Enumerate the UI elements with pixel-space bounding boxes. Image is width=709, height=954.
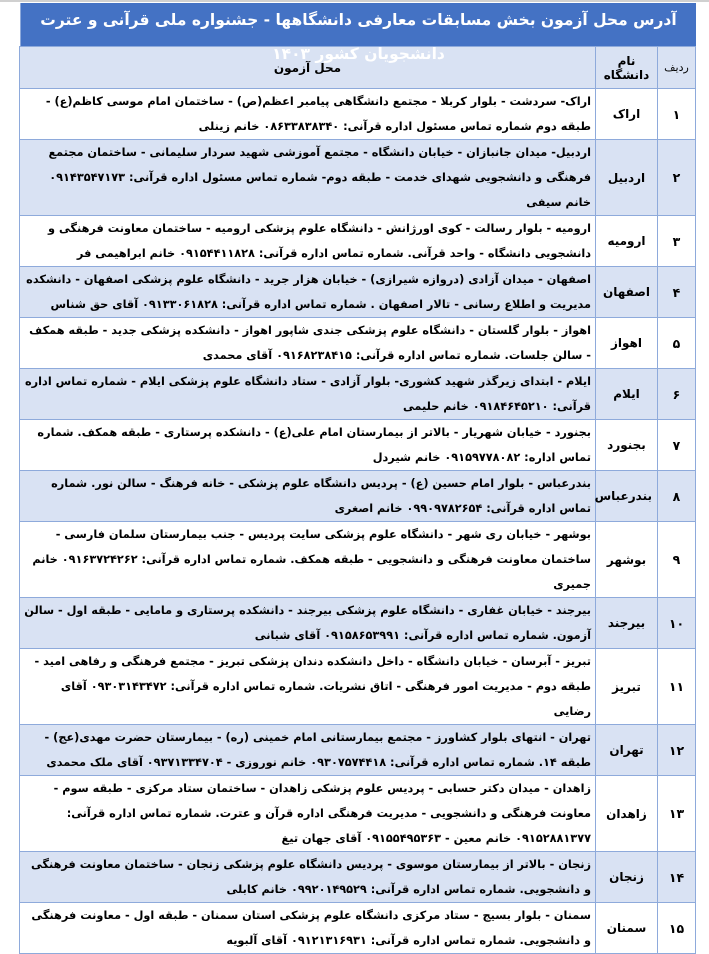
exam-address: ایلام - ابتدای زیرگذر شهید کشوری- بلوار آزادی - ستاد دانشگاه علوم پزشکی ایلام - شماره تماس اداره قرآنی: ۰۹۱۸۴۶۴۵۲۱۰ خانم حلیمی xyxy=(20,369,596,420)
column-header-university: نام دانشگاه xyxy=(596,47,658,89)
table-row xyxy=(20,267,696,318)
row-number: ۱۳ xyxy=(658,776,696,852)
row-number: ۳ xyxy=(658,216,696,267)
exam-address: زاهدان - میدان دکتر حسابی - پردیس علوم پزشکی زاهدان - ساختمان ستاد مرکزی - طبقه سوم - معاونت فرهنگی و دانشجویی - مدیریت فرهنگی اداره قرآن و عترت. شماره تماس اداره قرآنی: ۰۹۱۵۲۸۸۱۳۷۷ خانم معین - ۰۹۱۵۵۴۹۵۳۶۳ آقای جهان تیغ xyxy=(20,776,596,852)
exam-address: بندرعباس - بلوار امام حسین (ع) - پردیس دانشگاه علوم پزشکی - خانه فرهنگ - سالن نور. شماره تماس اداره قرآنی: ۰۹۹۰۹۷۸۲۶۵۴ خانم اصغری xyxy=(20,471,596,522)
table-row xyxy=(20,420,696,471)
table-row xyxy=(20,140,696,216)
table-row xyxy=(20,369,696,420)
university-name: تهران xyxy=(596,725,658,776)
row-number: ۷ xyxy=(658,420,696,471)
exam-address: زنجان - بالاتر از بیمارستان موسوی - پردیس دانشگاه علوم پزشکی زنجان - ساختمان معاونت فرهنگی و دانشجویی. شماره تماس اداره قرآنی: ۰۹۹۲۰۱۴۹۵۲۹ خانم کابلی xyxy=(20,852,596,903)
university-name: بندرعباس xyxy=(596,471,658,522)
row-number: ۲ xyxy=(658,140,696,216)
exam-address: اراک- سردشت - بلوار کربلا - مجتمع دانشگاهی پیامبر اعظم(ص) - ساختمان امام موسی کاظم(ع) - طبقه دوم شماره تماس مسئول اداره قرآنی: ۰۸۶۳۳۸۳۸۳۴۰ خانم زینلی xyxy=(20,89,596,140)
table-row xyxy=(20,776,696,852)
top-border-line xyxy=(0,0,709,2)
exam-address: ارومیه - بلوار رسالت - کوی اورژانش - دانشگاه علوم پزشکی ارومیه - ساختمان معاونت فرهنگی و دانشجویی دانشگاه - واحد قرآنی. شماره تماس اداره قرآنی: ۰۹۱۵۴۴۱۱۸۲۸ خانم ابراهیمی فر xyxy=(20,216,596,267)
table-row xyxy=(20,318,696,369)
university-name: تبریز xyxy=(596,649,658,725)
table-row xyxy=(20,89,696,140)
column-header-location: محل آزمون xyxy=(20,47,596,89)
university-name: زنجان xyxy=(596,852,658,903)
university-name: ایلام xyxy=(596,369,658,420)
university-name: اصفهان xyxy=(596,267,658,318)
row-number: ۶ xyxy=(658,369,696,420)
exam-address: بوشهر - خیابان ری شهر - دانشگاه علوم پزشکی سایت پردیس - جنب بیمارستان سلمان فارسی - ساختمان معاونت فرهنگی و دانشجویی - طبقه همکف. شماره تماس اداره قرآنی: ۰۹۱۶۳۷۲۴۲۶۲ خانم جمیری xyxy=(20,522,596,598)
table-row xyxy=(20,649,696,725)
university-name: بجنورد xyxy=(596,420,658,471)
exam-address: سمنان - بلوار بسیج - ستاد مرکزی دانشگاه علوم پزشکی استان سمنان - طبقه اول - معاونت فرهنگی و دانشجویی. شماره تماس اداره قرآنی: ۰۹۱۲۱۳۱۶۹۳۱ آقای آلبویه xyxy=(20,903,596,954)
row-number: ۸ xyxy=(658,471,696,522)
table-row xyxy=(20,852,696,903)
exam-address: بجنورد - خیابان شهریار - بالاتر از بیمارستان امام علی(ع) - دانشکده پرستاری - طبقه همکف. شماره تماس اداره: ۰۹۱۵۹۷۷۸۰۸۲ خانم شیردل xyxy=(20,420,596,471)
row-number: ۵ xyxy=(658,318,696,369)
row-number: ۱۱ xyxy=(658,649,696,725)
table-row xyxy=(20,598,696,649)
exam-address: بیرجند - خیابان غفاری - دانشگاه علوم پزشکی بیرجند - دانشکده پرستاری و مامایی - طبقه اول - سالن آزمون. شماره تماس اداره قرآنی: ۰۹۱۵۸۶۵۳۹۹۱ آقای شبانی xyxy=(20,598,596,649)
table-row xyxy=(20,216,696,267)
row-number: ۱۲ xyxy=(658,725,696,776)
exam-address: اصفهان - میدان آزادی (دروازه شیرازی) - خیابان هزار جرید - دانشگاه علوم پزشکی اصفهان - دانشکده مدیریت و اطلاع رسانی - تالار اصفهان . شماره تماس اداره قرآنی: ۰۹۱۳۳۰۶۱۸۲۸ آقای حق شناس xyxy=(20,267,596,318)
table-row xyxy=(20,903,696,954)
column-header-row-number: ردیف xyxy=(658,47,696,89)
table-row xyxy=(20,522,696,598)
university-name: زاهدان xyxy=(596,776,658,852)
university-name: اهواز xyxy=(596,318,658,369)
university-name: سمنان xyxy=(596,903,658,954)
row-number: ۱۴ xyxy=(658,852,696,903)
university-name: اراک xyxy=(596,89,658,140)
university-name: اردبیل xyxy=(596,140,658,216)
university-name: ارومیه xyxy=(596,216,658,267)
exam-address: تهران - انتهای بلوار کشاورز - مجتمع بیمارستانی امام خمینی (ره) - بیمارستان حضرت مهدی(عج) - طبقه ۱۴. شماره تماس اداره قرآنی: ۰۹۳۰۷۵۷۴۴۱۸ خانم نوروزی - ۰۹۳۷۱۳۳۴۷۰۴ آقای ملک محمدی xyxy=(20,725,596,776)
row-number: ۹ xyxy=(658,522,696,598)
row-number: ۴ xyxy=(658,267,696,318)
exam-address: اردبیل- میدان جانبازان - خیابان دانشگاه - مجتمع آموزشی شهید سردار سلیمانی - ساختمان مجتمع فرهنگی و دانشجویی شهدای خدمت - طبقه دوم- شماره تماس مسئول اداره قرآنی: ۰۹۱۴۳۵۴۷۱۷۳ خانم سیفی xyxy=(20,140,596,216)
row-number: ۱۰ xyxy=(658,598,696,649)
table-row xyxy=(20,471,696,522)
table-row xyxy=(20,725,696,776)
sheet-title: آدرس محل آزمون بخش مسابقات معارفی دانشگاهها - جشنواره ملی قرآنی و عترت دانشجویان کشور ۱۴۰۳ xyxy=(20,3,696,46)
university-name: بیرجند xyxy=(596,598,658,649)
exam-locations-table xyxy=(19,46,696,954)
university-name: بوشهر xyxy=(596,522,658,598)
row-number: ۱ xyxy=(658,89,696,140)
row-number: ۱۵ xyxy=(658,903,696,954)
exam-locations-sheet xyxy=(20,3,696,954)
exam-address: اهواز - بلوار گلستان - دانشگاه علوم پزشکی جندی شاپور اهواز - دانشکده پزشکی جدید - طبقه همکف - سالن جلسات. شماره تماس اداره قرآنی: ۰۹۱۶۸۲۳۸۴۱۵ آقای محمدی xyxy=(20,318,596,369)
exam-address: تبریز - آبرسان - خیابان دانشگاه - داخل دانشکده دندان پزشکی تبریز - مجتمع فرهنگی و رفاهی امید - طبقه دوم - مدیریت امور فرهنگی - اتاق نشریات. شماره تماس اداره قرآنی: ۰۹۳۰۳۱۴۳۴۷۲ آقای رضایی xyxy=(20,649,596,725)
